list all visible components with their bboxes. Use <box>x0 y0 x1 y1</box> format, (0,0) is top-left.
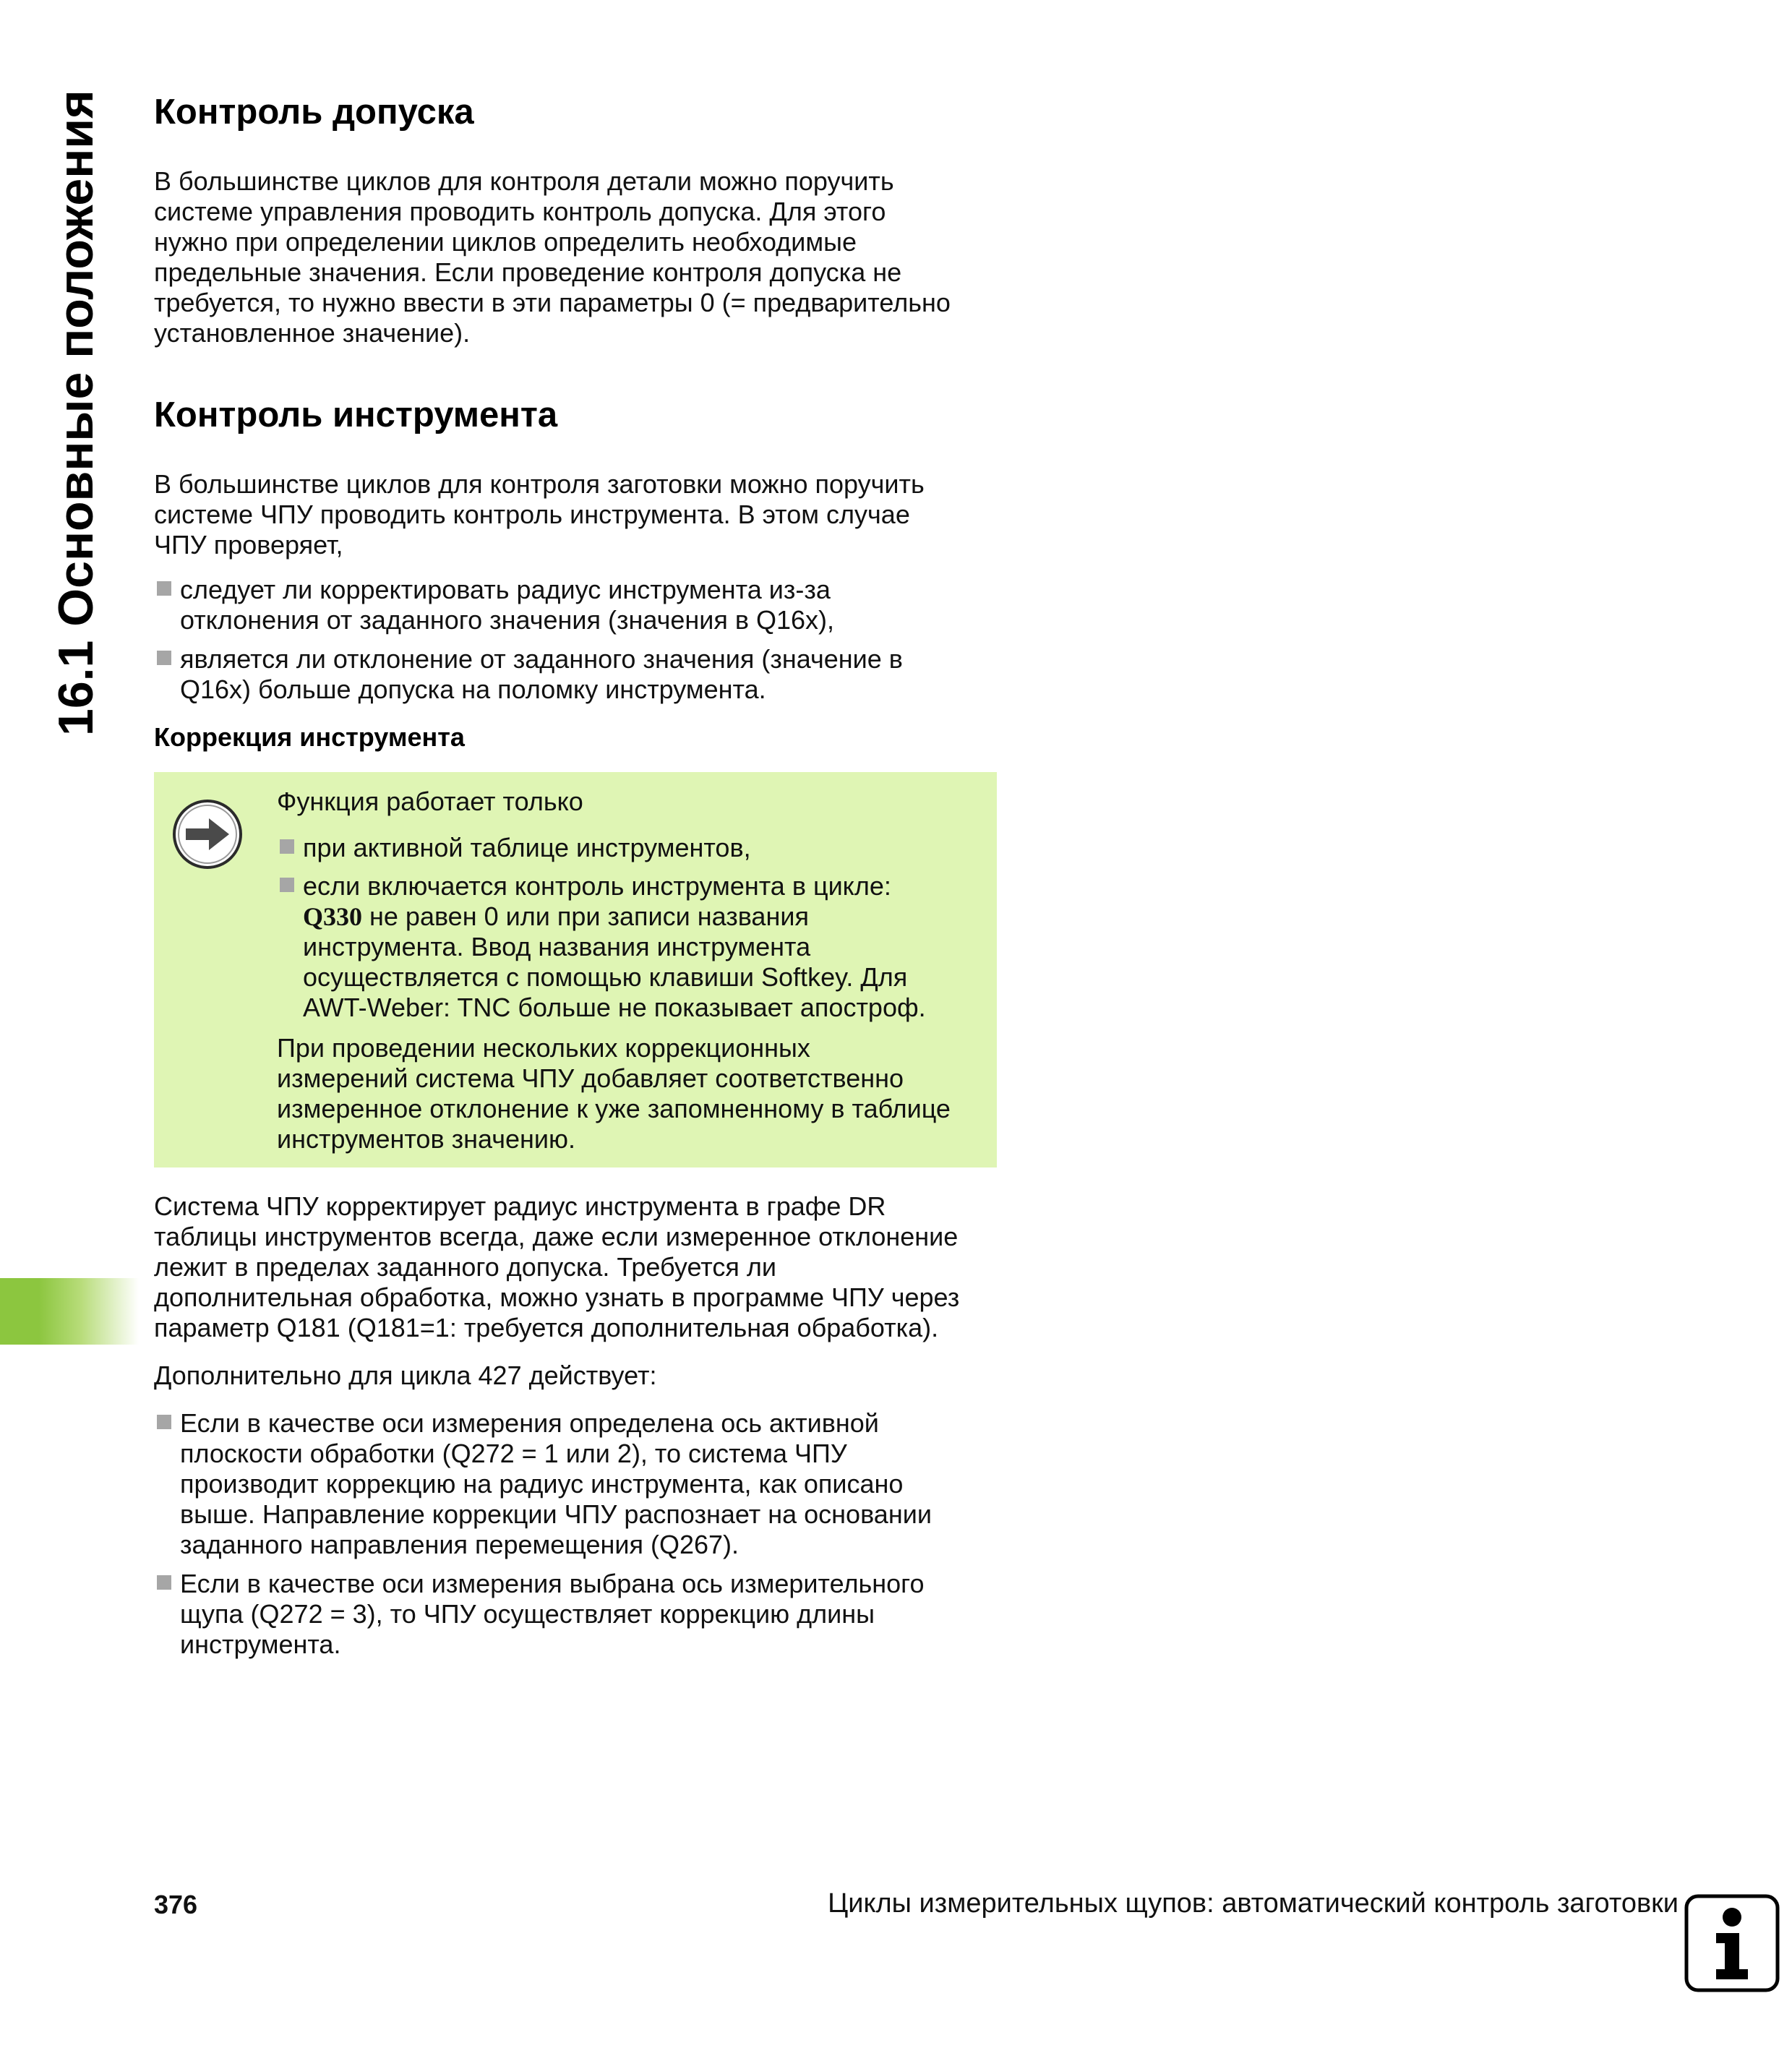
bullet-square-icon <box>157 1575 171 1590</box>
tool-correction-paragraph <box>154 1191 996 1343</box>
list-item: при активной таблице инструментов, <box>277 833 975 863</box>
chapter-tab-marker <box>0 1278 139 1345</box>
text-line: лежит в пределах заданного допуска. Требуется ли <box>154 1252 776 1282</box>
list-item: является ли отклонение от заданного значения (значение в Q16x) больше допуска на поломку инструмента. <box>154 644 996 705</box>
note-intro: Функция работает только <box>277 787 583 816</box>
text-line: установленное значение). <box>154 318 471 348</box>
list-item: если включается контроль инструмента в цикле: Q330 не равен 0 или при записи названия инструмента. Ввод названия инструмента осуществляется с помощью клавиши Softkey. Для AWT-Weber: TNC больше не показывает апостроф. <box>277 871 975 1023</box>
bullet-square-icon <box>280 878 294 892</box>
page-number: 376 <box>154 1890 198 1919</box>
list-item: следует ли корректировать радиус инструмента из-за отклонения от заданного значения (значения в Q16x), <box>154 575 996 635</box>
text-line: дополнительная обработка, можно узнать в программе ЧПУ через <box>154 1282 960 1312</box>
text-line: инструментов значению. <box>277 1124 575 1154</box>
text-line: предельные значения. Если проведение контроля допуска не <box>154 257 902 287</box>
text-line: нужно при определении циклов определить необходимые <box>154 227 857 257</box>
chapter-side-title: 16.1 Основные положения <box>48 90 103 736</box>
text-line: системе управления проводить контроль допуска. Для этого <box>154 197 886 226</box>
footer-chapter-title: Циклы измерительных щупов: автоматический контроль заготовки <box>828 1888 1679 1919</box>
cycle-427-intro: Дополнительно для цикла 427 действует: <box>154 1361 657 1390</box>
text-line: требуется, то нужно ввести в эти параметры 0 (= предварительно <box>154 288 951 317</box>
text-line: системе ЧПУ проводить контроль инструмента. В этом случае <box>154 500 910 529</box>
info-icon[interactable] <box>1684 1894 1780 1992</box>
page-content <box>154 87 996 1668</box>
heading-tool-monitoring: Контроль инструмента <box>154 395 558 434</box>
list-item: Если в качестве оси измерения выбрана ось измерительного щупа (Q272 = 3), то ЧПУ осуществляет коррекцию длины инструмента. <box>154 1569 996 1660</box>
text-line: параметр Q181 (Q181=1: требуется дополнительная обработка). <box>154 1313 939 1342</box>
note-box <box>154 772 997 1167</box>
arrow-right-icon <box>171 798 244 870</box>
tool-monitoring-list <box>154 575 996 705</box>
heading-tool-correction: Коррекция инструмента <box>154 722 465 752</box>
text-line: измерений система ЧПУ добавляет соответственно <box>277 1063 904 1093</box>
tolerance-paragraph <box>154 166 996 348</box>
bullet-square-icon <box>280 839 294 854</box>
note-paragraph <box>277 1033 975 1154</box>
text-line: При проведении нескольких коррекционных <box>277 1033 810 1063</box>
text-line: Система ЧПУ корректирует радиус инструмента в графе DR <box>154 1191 886 1221</box>
bullet-square-icon <box>157 581 171 596</box>
text-line: таблицы инструментов всегда, даже если измеренное отклонение <box>154 1222 959 1251</box>
list-item: Если в качестве оси измерения определена ось активной плоскости обработки (Q272 = 1 или 2), то система ЧПУ производит коррекцию на радиус инструмента, как описано выше. Направление коррекции ЧПУ распознает на основании заданного направления перемещения (Q267). <box>154 1408 996 1560</box>
note-list <box>277 833 975 1023</box>
text-line: В большинстве циклов для контроля заготовки можно поручить <box>154 469 925 499</box>
heading-tolerance: Контроль допуска <box>154 93 474 132</box>
bullet-square-icon <box>157 651 171 665</box>
text-line: измеренное отклонение к уже запомненному в таблице <box>277 1094 951 1123</box>
text-line: ЧПУ проверяет, <box>154 530 343 560</box>
bullet-square-icon <box>157 1415 171 1429</box>
tool-monitoring-paragraph <box>154 469 996 560</box>
parameter-code: Q330 <box>303 902 363 931</box>
cycle-427-list <box>154 1408 996 1660</box>
text-line: В большинстве циклов для контроля детали можно поручить <box>154 166 894 196</box>
